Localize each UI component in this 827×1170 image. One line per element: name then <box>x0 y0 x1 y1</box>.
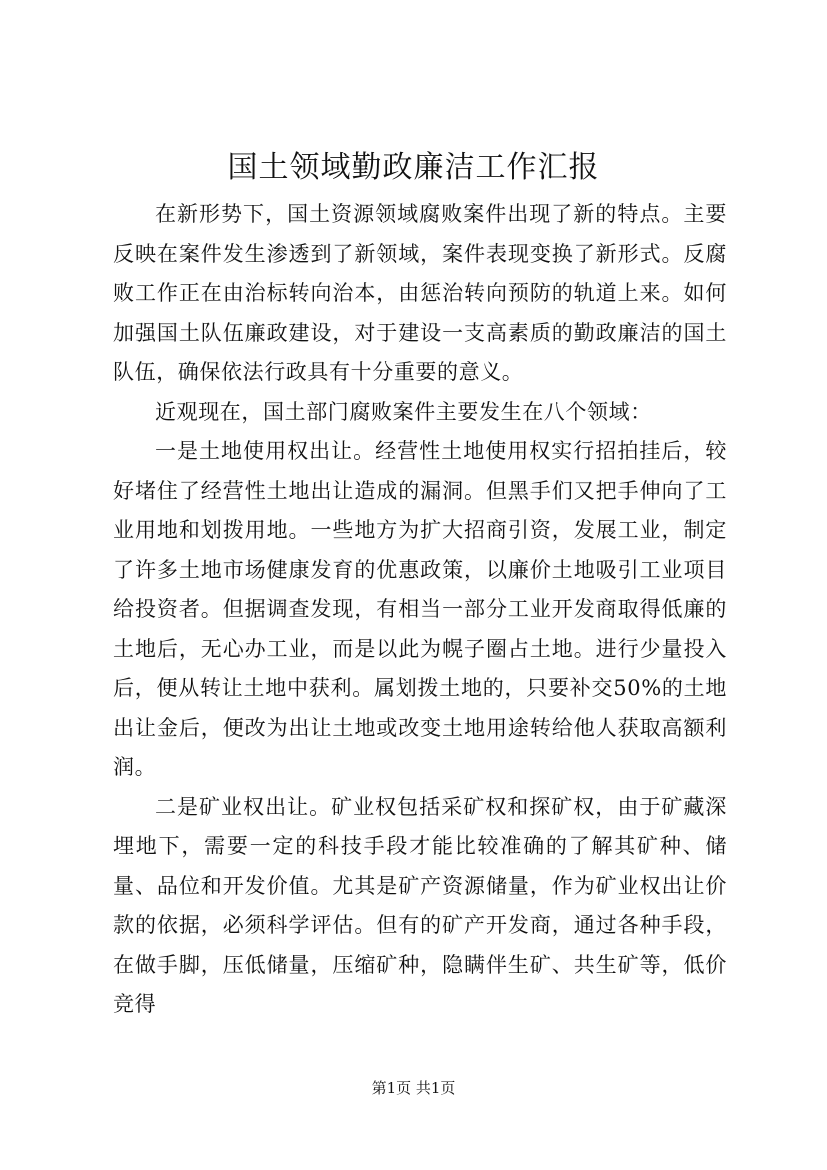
document-title: 国土领域勤政廉洁工作汇报 <box>227 150 600 185</box>
page-footer: 第1页 共1页 <box>371 1079 456 1097</box>
paragraph-land-use-rights: 一是土地使用权出让。经营性土地使用权实行招拍挂后，较好堵住了经营性土地出让造成的漏洞。但黑手们又把手伸向了工业用地和划拨用地。一些地方为扩大招商引资，发展工业，制定了许多土地市场健康发育的优惠政策，以廉价土地吸引工业项目给投资者。但据调查发现，有相当一部分工业开发商取得低廉的土地后，无心办工业，而是以此为幌子圈占土地。进行少量投入后，便从转让土地中获利。属划拨土地的，只要补交50%的土地出让金后，便改为出让土地或改变土地用途转给他人获取高额利润。 <box>113 439 727 779</box>
paragraph-overview: 近观现在，国土部门腐败案件主要发生在八个领域： <box>155 399 652 424</box>
document-body <box>113 195 727 1025</box>
paragraph-intro: 在新形势下，国土资源领域腐败案件出现了新的特点。主要反映在案件发生渗透到了新领域，案件表现变换了新形式。反腐败工作正在由治标转向治本，由惩治转向预防的轨道上来。如何加强国土队伍廉政建设，对于建设一支高素质的勤政廉洁的国土队伍，确保依法行政具有十分重要的意义。 <box>113 202 727 384</box>
paragraph-mining-rights: 二是矿业权出让。矿业权包括采矿权和探矿权，由于矿藏深埋地下，需要一定的科技手段才能比较准确的了解其矿种、储量、品位和开发价值。尤其是矿产资源储量，作为矿业权出让价款的依据，必须科学评估。但有的矿产开发商，通过各种手段，在做手脚，压低储量，压缩矿种，隐瞒伴生矿、共生矿等，低价竞得 <box>113 794 727 1016</box>
